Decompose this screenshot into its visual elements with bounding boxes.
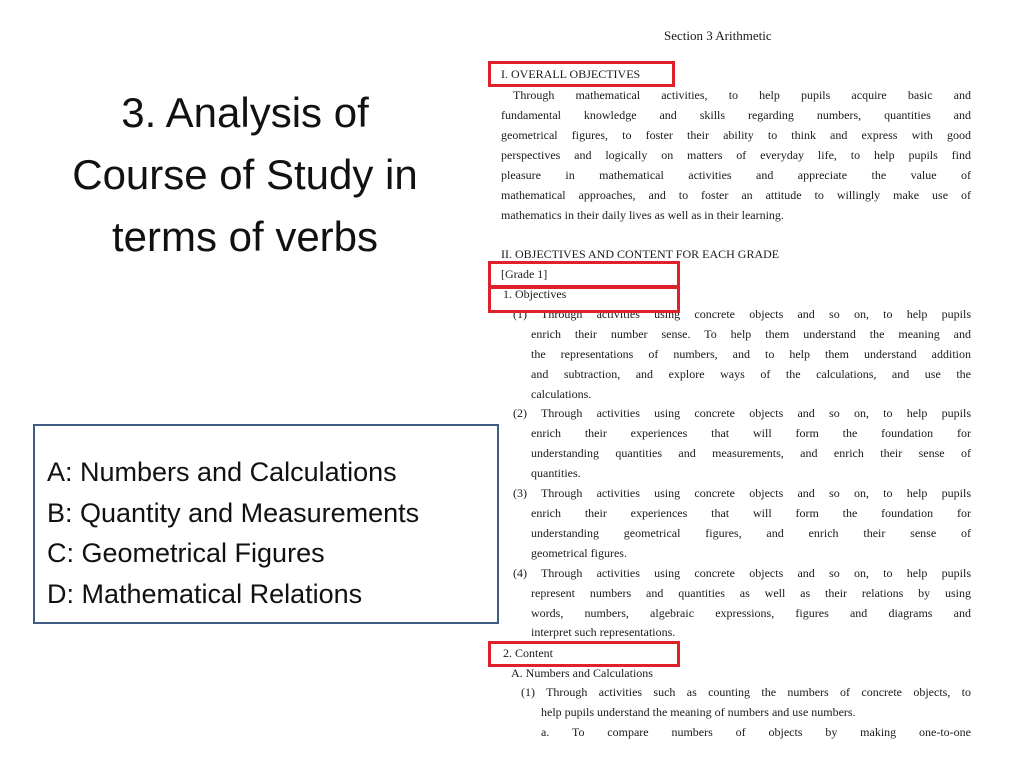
overall-line-3: geometrical figures, to foster their ability to think and express with good (501, 128, 971, 142)
objective-line-5: calculations. (531, 387, 592, 401)
objective-line-12: understanding geometrical figures, and enrich their sense of (531, 526, 971, 540)
overall-line-6: mathematical approaches, and to foster an attitude to willingly make use of (501, 188, 971, 202)
content-line-1: (1) Through activities such as counting the numbers of concrete objects, to (521, 685, 971, 699)
legend-item-d: D: Mathematical Relations (47, 578, 363, 609)
overall-objectives-heading: I. OVERALL OBJECTIVES (501, 67, 641, 81)
objective-line-17: interpret such representations. (531, 625, 676, 639)
objective-line-2: enrich their number sense. To help them understand the meaning and (531, 327, 971, 341)
objective-line-14: (4) Through activities using concrete objects and so on, to help pupils (513, 566, 971, 580)
overall-line-1: Through mathematical activities, to help pupils acquire basic and (513, 88, 971, 102)
slide-title-line-1: 3. Analysis of (121, 89, 369, 136)
objective-line-10: (3) Through activities using concrete objects and so on, to help pupils (513, 486, 971, 500)
slide-title (40, 82, 450, 268)
overall-line-4: perspectives and logically on matters of everyday life, to help pupils find (501, 148, 971, 162)
content-label: 2. Content (503, 646, 553, 660)
legend-item-c: C: Geometrical Figures (47, 538, 325, 568)
content-line-3: a. To compare numbers of objects by making one-to-one (541, 725, 971, 739)
objective-line-6: (2) Through activities using concrete objects and so on, to help pupils (513, 406, 971, 420)
objectives-content-heading: II. OBJECTIVES AND CONTENT FOR EACH GRADE (501, 247, 780, 261)
objective-line-9: quantities. (531, 466, 581, 480)
course-of-study-document (497, 0, 977, 768)
legend-item-a: A: Numbers and Calculations (47, 457, 397, 487)
content-sub-heading: A. Numbers and Calculations (511, 666, 653, 680)
objective-line-4: and subtraction, and explore ways of the calculations, and use the (531, 367, 971, 381)
highlight-overall-objectives (488, 61, 675, 87)
objectives-label: 1. Objectives (503, 287, 567, 301)
legend-item-b: B: Quantity and Measurements (47, 497, 420, 528)
highlight-content (488, 641, 680, 667)
overall-line-7: mathematics in their daily lives as well as in their learning. (501, 208, 784, 222)
content-line-2: help pupils understand the meaning of numbers and use numbers. (541, 705, 856, 719)
highlight-objectives (488, 286, 680, 313)
slide-title-line-2: Course of Study in (72, 151, 418, 198)
objective-line-15: represent numbers and quantities as well as their relations by using (531, 586, 971, 600)
objective-line-13: geometrical figures. (531, 546, 627, 560)
objective-line-1: (1) Through activities using concrete objects and so on, to help pupils (513, 307, 971, 321)
highlight-grade-1 (488, 261, 680, 288)
strand-legend-box (33, 424, 499, 624)
objective-line-8: understanding quantities and measurements, and enrich their sense of (531, 446, 971, 460)
overall-line-5: pleasure in mathematical activities and appreciate the value of (501, 168, 971, 182)
grade-label: [Grade 1] (501, 267, 548, 281)
slide-title-line-3: terms of verbs (111, 213, 379, 260)
overall-line-2: fundamental knowledge and skills regarding numbers, quantities and (501, 108, 971, 122)
section-header: Section 3 Arithmetic (664, 28, 772, 43)
objective-line-7: enrich their experiences that will form the foundation for (531, 426, 971, 440)
objective-line-16: words, numbers, algebraic expressions, figures and diagrams and (531, 606, 971, 620)
objective-line-11: enrich their experiences that will form the foundation for (531, 506, 971, 520)
objective-line-3: the representations of numbers, and to help them understand addition (531, 347, 971, 361)
